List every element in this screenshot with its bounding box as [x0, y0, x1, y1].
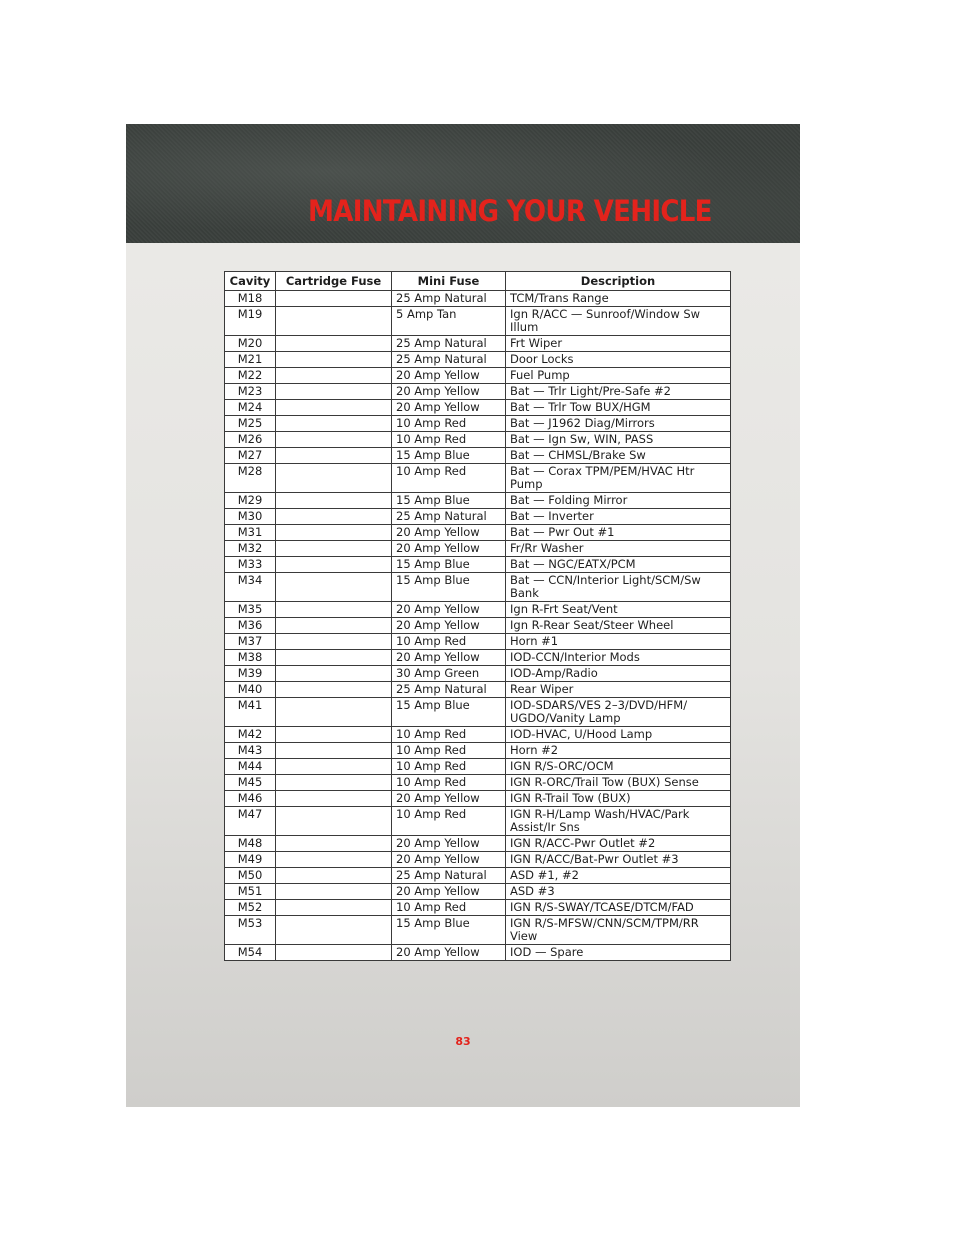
- cell-description: IGN R-Trail Tow (BUX): [506, 791, 731, 807]
- cell-description: Bat — Folding Mirror: [506, 493, 731, 509]
- cell-description: Bat — Inverter: [506, 509, 731, 525]
- table-row: [225, 291, 731, 307]
- table-row: [225, 573, 731, 602]
- cell-mini-fuse: 15 Amp Blue: [392, 698, 506, 727]
- cell-cartridge-fuse: [276, 836, 392, 852]
- cell-cartridge-fuse: [276, 336, 392, 352]
- table-row: [225, 759, 731, 775]
- cell-description: Bat — Trlr Light/Pre-Safe #2: [506, 384, 731, 400]
- cell-description: IGN R-ORC/Trail Tow (BUX) Sense: [506, 775, 731, 791]
- cell-description: Ign R/ACC — Sunroof/Window Sw Illum: [506, 307, 731, 336]
- cell-mini-fuse: 20 Amp Yellow: [392, 884, 506, 900]
- cell-cartridge-fuse: [276, 307, 392, 336]
- cell-cavity: M46: [225, 791, 276, 807]
- cell-cartridge-fuse: [276, 791, 392, 807]
- cell-cartridge-fuse: [276, 384, 392, 400]
- cell-cartridge-fuse: [276, 368, 392, 384]
- cell-description: IOD-Amp/Radio: [506, 666, 731, 682]
- cell-cavity: M44: [225, 759, 276, 775]
- header-cavity: Cavity: [225, 272, 276, 291]
- cell-cavity: M32: [225, 541, 276, 557]
- cell-description: IOD-HVAC, U/Hood Lamp: [506, 727, 731, 743]
- cell-cavity: M38: [225, 650, 276, 666]
- cell-cartridge-fuse: [276, 509, 392, 525]
- cell-cartridge-fuse: [276, 464, 392, 493]
- cell-cartridge-fuse: [276, 759, 392, 775]
- cell-cartridge-fuse: [276, 727, 392, 743]
- cell-cavity: M29: [225, 493, 276, 509]
- cell-mini-fuse: 15 Amp Blue: [392, 493, 506, 509]
- cell-cartridge-fuse: [276, 573, 392, 602]
- cell-cavity: M43: [225, 743, 276, 759]
- cell-cartridge-fuse: [276, 634, 392, 650]
- cell-mini-fuse: 10 Amp Red: [392, 807, 506, 836]
- cell-mini-fuse: 10 Amp Red: [392, 464, 506, 493]
- table-row: [225, 525, 731, 541]
- cell-mini-fuse: 10 Amp Red: [392, 416, 506, 432]
- fuse-table: [224, 271, 731, 961]
- table-row: [225, 900, 731, 916]
- cell-cavity: M48: [225, 836, 276, 852]
- table-row: [225, 352, 731, 368]
- fuse-table-body: [225, 291, 731, 961]
- cell-cartridge-fuse: [276, 541, 392, 557]
- table-row: [225, 432, 731, 448]
- cell-cavity: M26: [225, 432, 276, 448]
- table-row: [225, 775, 731, 791]
- cell-description: Bat — Pwr Out #1: [506, 525, 731, 541]
- cell-cavity: M54: [225, 945, 276, 961]
- cell-description: IGN R-H/Lamp Wash/HVAC/Park Assist/Ir Sns: [506, 807, 731, 836]
- cell-description: Horn #2: [506, 743, 731, 759]
- cell-cavity: M53: [225, 916, 276, 945]
- cell-cavity: M30: [225, 509, 276, 525]
- cell-description: Horn #1: [506, 634, 731, 650]
- table-row: [225, 727, 731, 743]
- table-row: [225, 682, 731, 698]
- cell-cavity: M51: [225, 884, 276, 900]
- cell-cavity: M19: [225, 307, 276, 336]
- table-row: [225, 464, 731, 493]
- cell-mini-fuse: 20 Amp Yellow: [392, 618, 506, 634]
- table-row: [225, 618, 731, 634]
- cell-mini-fuse: 25 Amp Natural: [392, 682, 506, 698]
- cell-description: IGN R/S-ORC/OCM: [506, 759, 731, 775]
- cell-description: Bat — CHMSL/Brake Sw: [506, 448, 731, 464]
- table-row: [225, 493, 731, 509]
- cell-cartridge-fuse: [276, 400, 392, 416]
- cell-cartridge-fuse: [276, 493, 392, 509]
- table-row: [225, 945, 731, 961]
- cell-description: Bat — Corax TPM/PEM/HVAC Htr Pump: [506, 464, 731, 493]
- table-row: [225, 602, 731, 618]
- cell-mini-fuse: 20 Amp Yellow: [392, 852, 506, 868]
- table-row: [225, 541, 731, 557]
- cell-description: IOD — Spare: [506, 945, 731, 961]
- cell-mini-fuse: 20 Amp Yellow: [392, 945, 506, 961]
- cell-cartridge-fuse: [276, 900, 392, 916]
- cell-description: Bat — J1962 Diag/Mirrors: [506, 416, 731, 432]
- cell-mini-fuse: 20 Amp Yellow: [392, 650, 506, 666]
- cell-mini-fuse: 25 Amp Natural: [392, 509, 506, 525]
- cell-description: TCM/Trans Range: [506, 291, 731, 307]
- table-row: [225, 307, 731, 336]
- cell-cavity: M18: [225, 291, 276, 307]
- cell-cavity: M35: [225, 602, 276, 618]
- cell-description: ASD #3: [506, 884, 731, 900]
- cell-cartridge-fuse: [276, 432, 392, 448]
- cell-cartridge-fuse: [276, 291, 392, 307]
- cell-mini-fuse: 5 Amp Tan: [392, 307, 506, 336]
- cell-cavity: M34: [225, 573, 276, 602]
- table-row: [225, 336, 731, 352]
- cell-mini-fuse: 25 Amp Natural: [392, 352, 506, 368]
- cell-cavity: M47: [225, 807, 276, 836]
- cell-mini-fuse: 25 Amp Natural: [392, 868, 506, 884]
- cell-cavity: M49: [225, 852, 276, 868]
- cell-mini-fuse: 20 Amp Yellow: [392, 541, 506, 557]
- cell-cartridge-fuse: [276, 743, 392, 759]
- table-header-row: [225, 272, 731, 291]
- cell-mini-fuse: 10 Amp Red: [392, 727, 506, 743]
- cell-description: ASD #1, #2: [506, 868, 731, 884]
- table-row: [225, 634, 731, 650]
- cell-cartridge-fuse: [276, 352, 392, 368]
- cell-cavity: M24: [225, 400, 276, 416]
- cell-cavity: M37: [225, 634, 276, 650]
- cell-description: IOD-CCN/Interior Mods: [506, 650, 731, 666]
- table-row: [225, 557, 731, 573]
- cell-description: Bat — CCN/Interior Light/SCM/Sw Bank: [506, 573, 731, 602]
- table-row: [225, 807, 731, 836]
- cell-mini-fuse: 25 Amp Natural: [392, 336, 506, 352]
- cell-cavity: M28: [225, 464, 276, 493]
- cell-description: Frt Wiper: [506, 336, 731, 352]
- cell-cartridge-fuse: [276, 945, 392, 961]
- cell-mini-fuse: 15 Amp Blue: [392, 916, 506, 945]
- cell-mini-fuse: 20 Amp Yellow: [392, 791, 506, 807]
- table-row: [225, 743, 731, 759]
- cell-description: Ign R-Rear Seat/Steer Wheel: [506, 618, 731, 634]
- cell-cavity: M36: [225, 618, 276, 634]
- cell-cartridge-fuse: [276, 682, 392, 698]
- cell-cartridge-fuse: [276, 698, 392, 727]
- cell-mini-fuse: 20 Amp Yellow: [392, 400, 506, 416]
- cell-description: IGN R/ACC-Pwr Outlet #2: [506, 836, 731, 852]
- cell-description: Ign R-Frt Seat/Vent: [506, 602, 731, 618]
- table-row: [225, 884, 731, 900]
- cell-cavity: M33: [225, 557, 276, 573]
- table-row: [225, 368, 731, 384]
- table-row: [225, 698, 731, 727]
- cell-mini-fuse: 15 Amp Blue: [392, 448, 506, 464]
- cell-mini-fuse: 20 Amp Yellow: [392, 525, 506, 541]
- cell-mini-fuse: 10 Amp Red: [392, 900, 506, 916]
- cell-description: Bat — NGC/EATX/PCM: [506, 557, 731, 573]
- cell-cavity: M21: [225, 352, 276, 368]
- page-number: 83: [455, 1035, 471, 1048]
- cell-cavity: M31: [225, 525, 276, 541]
- cell-cavity: M45: [225, 775, 276, 791]
- cell-mini-fuse: 25 Amp Natural: [392, 291, 506, 307]
- cell-cavity: M20: [225, 336, 276, 352]
- cell-cavity: M27: [225, 448, 276, 464]
- cell-cartridge-fuse: [276, 618, 392, 634]
- cell-description: Rear Wiper: [506, 682, 731, 698]
- cell-mini-fuse: 15 Amp Blue: [392, 573, 506, 602]
- cell-description: Bat — Trlr Tow BUX/HGM: [506, 400, 731, 416]
- cell-description: Fuel Pump: [506, 368, 731, 384]
- cell-description: IOD-SDARS/VES 2–3/DVD/HFM/ UGDO/Vanity Lamp: [506, 698, 731, 727]
- cell-description: IGN R/S-MFSW/CNN/SCM/TPM/RR View: [506, 916, 731, 945]
- cell-cavity: M52: [225, 900, 276, 916]
- cell-cartridge-fuse: [276, 557, 392, 573]
- header-description: Description: [506, 272, 731, 291]
- cell-mini-fuse: 20 Amp Yellow: [392, 384, 506, 400]
- cell-mini-fuse: 10 Amp Red: [392, 743, 506, 759]
- cell-cavity: M42: [225, 727, 276, 743]
- cell-cartridge-fuse: [276, 602, 392, 618]
- cell-cartridge-fuse: [276, 916, 392, 945]
- header-banner: [126, 124, 800, 243]
- cell-cartridge-fuse: [276, 807, 392, 836]
- table-row: [225, 836, 731, 852]
- table-row: [225, 416, 731, 432]
- header-cartridge-fuse: Cartridge Fuse: [276, 272, 392, 291]
- table-row: [225, 666, 731, 682]
- cell-mini-fuse: 20 Amp Yellow: [392, 836, 506, 852]
- cell-cartridge-fuse: [276, 666, 392, 682]
- table-row: [225, 400, 731, 416]
- cell-cavity: M39: [225, 666, 276, 682]
- cell-cavity: M25: [225, 416, 276, 432]
- cell-cartridge-fuse: [276, 525, 392, 541]
- cell-mini-fuse: 20 Amp Yellow: [392, 602, 506, 618]
- cell-description: Door Locks: [506, 352, 731, 368]
- cell-cartridge-fuse: [276, 416, 392, 432]
- cell-cavity: M41: [225, 698, 276, 727]
- cell-description: Bat — Ign Sw, WIN, PASS: [506, 432, 731, 448]
- manual-page: [126, 124, 800, 1107]
- cell-cavity: M22: [225, 368, 276, 384]
- table-row: [225, 916, 731, 945]
- table-row: [225, 509, 731, 525]
- cell-mini-fuse: 10 Amp Red: [392, 432, 506, 448]
- cell-cavity: M50: [225, 868, 276, 884]
- page-title: MAINTAINING YOUR VEHICLE: [308, 194, 712, 228]
- cell-description: IGN R/ACC/Bat-Pwr Outlet #3: [506, 852, 731, 868]
- cell-cartridge-fuse: [276, 448, 392, 464]
- cell-cartridge-fuse: [276, 650, 392, 666]
- cell-cartridge-fuse: [276, 775, 392, 791]
- table-row: [225, 384, 731, 400]
- cell-mini-fuse: 10 Amp Red: [392, 634, 506, 650]
- table-row: [225, 448, 731, 464]
- cell-description: IGN R/S-SWAY/TCASE/DTCM/FAD: [506, 900, 731, 916]
- cell-description: Fr/Rr Washer: [506, 541, 731, 557]
- cell-mini-fuse: 20 Amp Yellow: [392, 368, 506, 384]
- table-row: [225, 852, 731, 868]
- cell-mini-fuse: 15 Amp Blue: [392, 557, 506, 573]
- cell-cavity: M40: [225, 682, 276, 698]
- cell-cavity: M23: [225, 384, 276, 400]
- cell-cartridge-fuse: [276, 852, 392, 868]
- header-mini-fuse: Mini Fuse: [392, 272, 506, 291]
- table-row: [225, 791, 731, 807]
- cell-mini-fuse: 10 Amp Red: [392, 759, 506, 775]
- table-row: [225, 650, 731, 666]
- table-row: [225, 868, 731, 884]
- cell-cartridge-fuse: [276, 884, 392, 900]
- cell-cartridge-fuse: [276, 868, 392, 884]
- cell-mini-fuse: 10 Amp Red: [392, 775, 506, 791]
- cell-mini-fuse: 30 Amp Green: [392, 666, 506, 682]
